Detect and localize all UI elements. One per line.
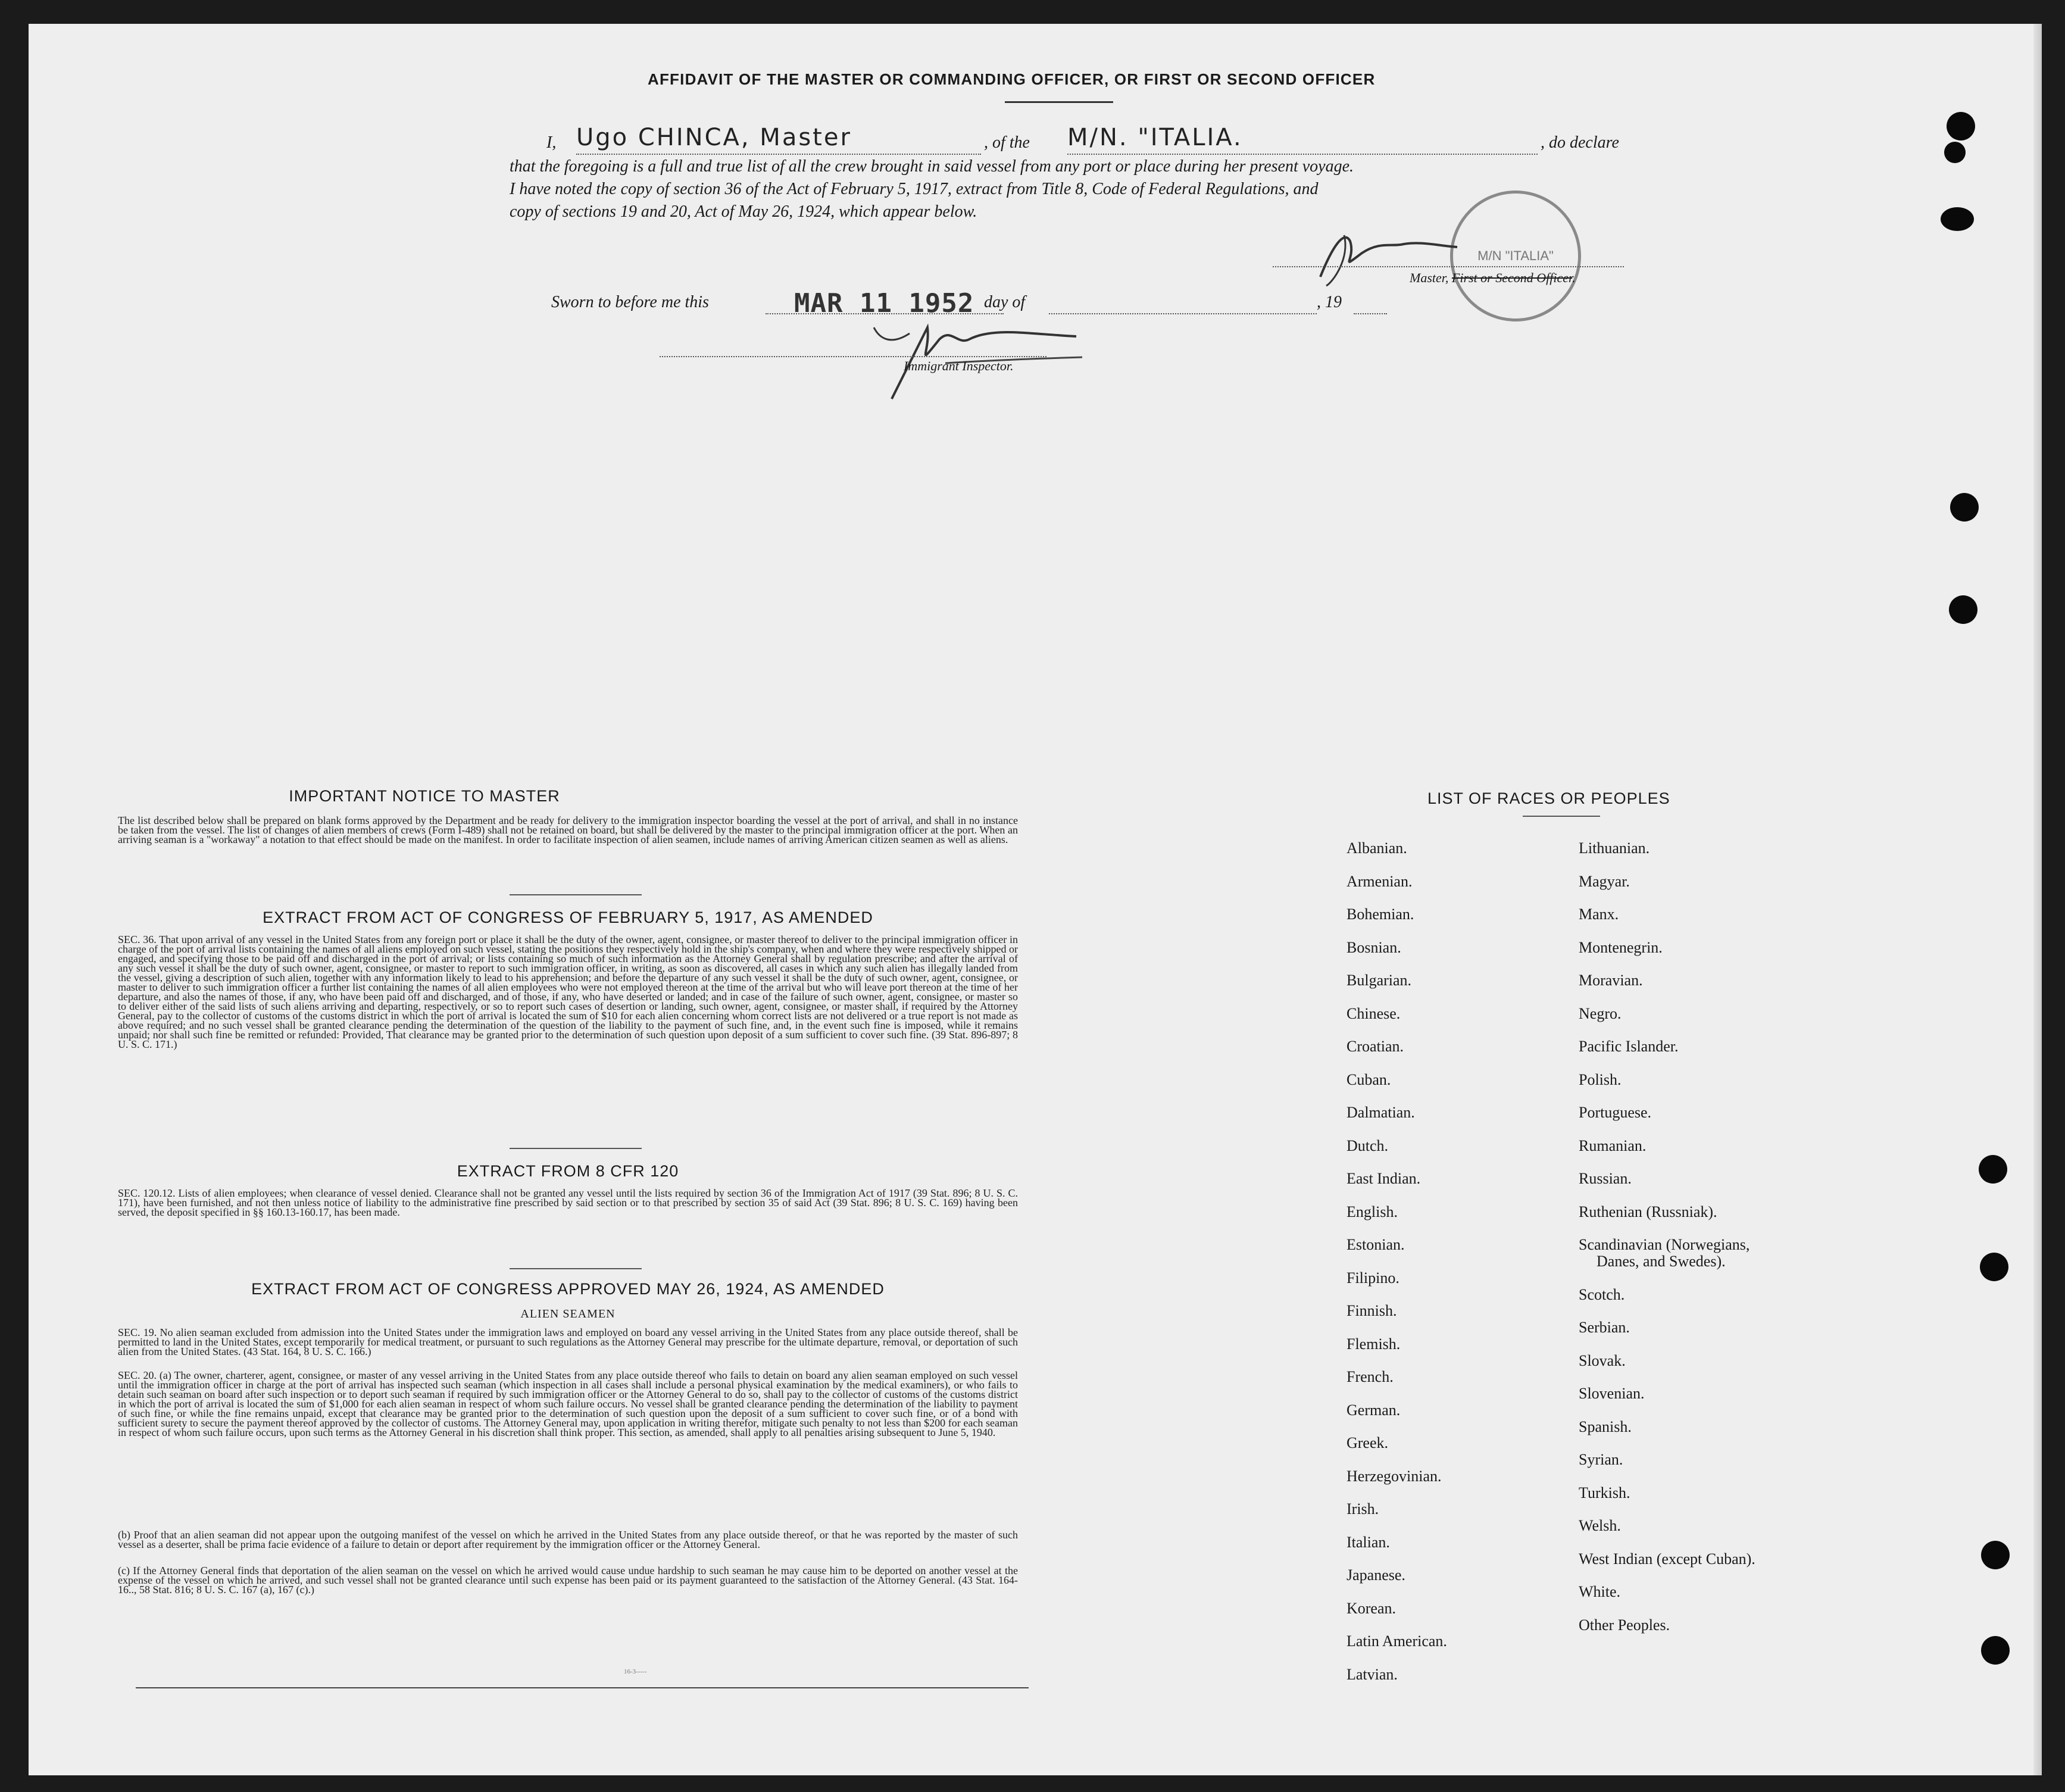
race-item: Spanish.: [1579, 1418, 1632, 1435]
race-item: Armenian.: [1347, 872, 1413, 890]
race-item: Korean.: [1347, 1599, 1397, 1617]
race-item: Dalmatian.: [1347, 1104, 1415, 1121]
form-page: [29, 24, 2042, 1775]
extract-cfr-text: SEC. 120.12. Lists of alien employees; when clearance of vessel denied. Clearance shall not be granted any vessel until the lists required by section 36 of the Immigration Act of 1917 (39 Stat. 896; 8 U. S. C. 171), have been furnished, and not then unless notice of liability to the administrative fine prescribed by said section or to that prescribed by section 35 of said Act (39 Stat. 896; 8 U. S. C. 169) having been served, the deposit specified in §§ 160.13-160.17, has been made.: [118, 1187, 1018, 1218]
races-left-column: [1347, 839, 1573, 1721]
title-divider: [1005, 101, 1113, 103]
master-caption-struck: First or Second Officer: [1451, 270, 1573, 285]
race-item: Albanian.: [1347, 839, 1407, 857]
race-item: Polish.: [1579, 1070, 1622, 1088]
affidavit-do-declare: , do declare: [1541, 133, 1619, 152]
extract-cfr-title: EXTRACT FROM 8 CFR 120: [457, 1162, 679, 1180]
race-item: Portuguese.: [1579, 1104, 1652, 1121]
binder-hole-5: [1949, 595, 1977, 624]
race-item: Russian.: [1579, 1170, 1632, 1187]
races-divider: [1523, 816, 1600, 817]
sworn-label: Sworn to before me this: [551, 293, 709, 311]
year-prefix: , 19: [1317, 293, 1342, 311]
race-item: White.: [1579, 1583, 1621, 1600]
race-item: Ruthenian (Russniak).: [1579, 1203, 1717, 1220]
race-item: Negro.: [1579, 1004, 1622, 1022]
race-item: Scotch.: [1579, 1285, 1625, 1303]
race-item: Bulgarian.: [1347, 972, 1412, 989]
race-item: Turkish.: [1579, 1484, 1630, 1501]
race-item: Lithuanian.: [1579, 839, 1650, 857]
race-item: Croatian.: [1347, 1038, 1404, 1055]
race-item: German.: [1347, 1401, 1401, 1419]
affidavit-of-the: , of the: [984, 133, 1030, 152]
race-item: Bosnian.: [1347, 938, 1401, 956]
races-right-column: [1579, 839, 1936, 1721]
divider-1: [510, 894, 642, 895]
binder-hole-6: [1979, 1155, 2007, 1184]
vessel-name-field: M/N. "ITALIA.: [1067, 124, 1538, 155]
race-item: Slovak.: [1579, 1351, 1626, 1369]
race-item: Cuban.: [1347, 1070, 1391, 1088]
inspector-signature: [826, 304, 1088, 405]
race-item: Danes, and Swedes).: [1597, 1253, 1726, 1270]
notice-title: IMPORTANT NOTICE TO MASTER: [289, 787, 560, 805]
race-item: Pacific Islander.: [1579, 1038, 1679, 1055]
race-item: Montenegrin.: [1579, 938, 1663, 956]
extract-1924-sec20c: (c) If the Attorney General finds that deportation of the alien seaman on the vessel on which he arrived would cause undue hardship to such seaman he may cause him to be deported on another vessel at the expense of the vessel on which he arrived, and such vessel shall not be granted clearance until such expense has been paid or its payment guaranteed to the satisfaction of the Attorney General. (43 Stat. 164-16.., 58 Stat. 816; 8 U. S. C. 167 (a), 167 (c).): [118, 1565, 1018, 1596]
race-item: English.: [1347, 1203, 1398, 1220]
notice-text: The list described below shall be prepared on blank forms approved by the Department and be ready for delivery to the immigration inspector boarding the vessel at the port of arrival, and shall in no instance be taken from the vessel. The list of changes of alien members of crews (Form I-489) shall not be retained on board, but shall be delivered by the master to the principal immigration officer at the port. When an arriving seaman is a "workaway" a notation to that effect should be made on the manifest. In order to facilitate inspection of alien seamen, include names of arriving American citizen seamen as well as aliens.: [118, 814, 1018, 845]
races-title: LIST OF RACES OR PEOPLES: [1427, 789, 1670, 807]
race-item: West Indian (except Cuban).: [1579, 1550, 1755, 1568]
race-item: Estonian.: [1347, 1236, 1405, 1253]
extract-1917-title: EXTRACT FROM ACT OF CONGRESS OF FEBRUARY 5, 1917, AS AMENDED: [263, 909, 873, 926]
race-item: Greek.: [1347, 1434, 1389, 1451]
affidavit-line-4: copy of sections 19 and 20, Act of May 26, 1924, which appear below.: [510, 202, 977, 221]
ship-seal-stamp: [1450, 191, 1581, 321]
form-code: 16-3-----: [624, 1668, 647, 1675]
race-item: Other Peoples.: [1579, 1616, 1670, 1634]
extract-1924-title: EXTRACT FROM ACT OF CONGRESS APPROVED MAY 26, 1924, AS AMENDED: [251, 1280, 885, 1298]
binder-hole-4: [1950, 493, 1979, 522]
race-item: Italian.: [1347, 1533, 1390, 1551]
binder-hole-8: [1981, 1541, 2010, 1569]
race-item: Magyar.: [1579, 872, 1630, 890]
seal-text: M/N "ITALIA": [1477, 248, 1554, 263]
master-caption-suffix: .: [1572, 270, 1576, 285]
race-item: Latvian.: [1347, 1665, 1398, 1683]
divider-2: [510, 1148, 642, 1149]
binder-hole-3: [1941, 207, 1974, 231]
bottom-rule: [136, 1687, 1029, 1688]
binder-hole-1: [1947, 112, 1975, 141]
race-item: French.: [1347, 1368, 1394, 1385]
date-stamp: MAR 11 1952: [794, 288, 974, 319]
extract-1924-subtitle: ALIEN SEAMEN: [520, 1307, 616, 1320]
master-name-field: Ugo CHINCA, Master: [576, 124, 981, 155]
race-item: Slovenian.: [1579, 1385, 1645, 1402]
day-of-label: day of: [984, 293, 1026, 311]
race-item: Chinese.: [1347, 1004, 1401, 1022]
race-item: Rumanian.: [1579, 1137, 1647, 1154]
race-item: Scandinavian (Norwegians,: [1579, 1236, 1750, 1253]
master-signature-line: [1273, 265, 1624, 267]
race-item: Dutch.: [1347, 1137, 1389, 1154]
extract-1924-sec19: SEC. 19. No alien seaman excluded from admission into the United States under the immigration laws and employed on board any vessel arriving in the United States from any place outside thereof, shall be permitted to land in the United States, except temporarily for medical treatment, or pursuant to such regulations as the Attorney General may prescribe for the ultimate departure, removal, or deportation of such alien from the United States. (43 Stat. 164, 8 U. S. C. 166.): [118, 1326, 1018, 1357]
year-field: [1354, 299, 1387, 314]
race-item: Latin American.: [1347, 1632, 1447, 1650]
race-item: East Indian.: [1347, 1170, 1421, 1187]
inspector-caption: Immigrant Inspector.: [904, 358, 1014, 373]
affidavit-i-prefix: I,: [546, 133, 557, 152]
extract-1924-sec20a: SEC. 20. (a) The owner, charterer, agent, consignee, or master of any vessel arriving in the United States from any place outside thereof who fails to detain on board any alien seaman employed on such vessel until the immigration officer in charge at the port of arrival has inspected such seaman (which inspection in all cases shall include a personal physical examination by the medical examiners), or who fails to detain such seaman on board after such inspection or to deport such seaman if required by such immigration officer or the Attorney General to do so, shall pay to the collector of customs of the customs district in which the port of arrival is located the sum of $1,000 for each alien seaman in respect of whom such failure occurs. No vessel shall be granted clearance pending the determination of the liability to payment of such fine, or while the fine remains unpaid, except that clearance may be granted prior to the determination of such question upon the deposit of a sum sufficient to cover such fine, or of a bond with sufficient surety to secure the payment thereof approved by the collector of customs. The Attorney General may, upon application in writing therefor, mitigate such penalty to not less than $200 for each seaman in respect of whom such failure occurs, upon such terms as the Attorney General in his discretion shall think proper. This section, as amended, shall apply to all penalties arising subsequent to June 5, 1940.: [118, 1369, 1018, 1438]
divider-3: [510, 1268, 642, 1269]
race-item: Filipino.: [1347, 1269, 1399, 1287]
affidavit-line-2: that the foregoing is a full and true list of all the crew brought in said vessel from any port or place during her present voyage.: [510, 157, 1354, 176]
inspector-signature-line: [660, 355, 1046, 357]
race-item: Bohemian.: [1347, 906, 1414, 923]
master-caption-prefix: Master,: [1410, 270, 1449, 285]
race-item: Herzegovinian.: [1347, 1467, 1442, 1485]
race-item: Finnish.: [1347, 1302, 1397, 1319]
race-item: Serbian.: [1579, 1319, 1630, 1336]
race-item: Moravian.: [1579, 972, 1643, 989]
binder-hole-2: [1944, 142, 1966, 163]
page-edge: [2033, 24, 2042, 1775]
master-caption: [1410, 270, 1576, 286]
race-item: Syrian.: [1579, 1451, 1623, 1468]
race-item: Manx.: [1579, 906, 1619, 923]
month-field: [1049, 299, 1317, 314]
extract-1924-sec20b: (b) Proof that an alien seaman did not appear upon the outgoing manifest of the vessel on which he arrived in the United States from any place outside thereof, or that he was reported by the master of such vessel as a deserter, shall be prima facie evidence of a failure to detain or deport after requirement by the immigration officer or the Attorney General.: [118, 1529, 1018, 1550]
race-item: Welsh.: [1579, 1517, 1621, 1534]
affidavit-line-3: I have noted the copy of section 36 of the Act of February 5, 1917, extract from Title 8, Code of Federal Regulations, and: [510, 180, 1319, 198]
binder-hole-9: [1981, 1636, 2010, 1665]
race-item: Japanese.: [1347, 1566, 1405, 1584]
extract-1917-text: SEC. 36. That upon arrival of any vessel in the United States from any foreign port or place it shall be the duty of the owner, agent, consignee, or master thereof to deliver to the principal immigration officer in charge of the port of arrival lists containing the names of all aliens employed on such vessel, stating the positions they respectively hold in the ship's company, when and where they were respectively shipped or engaged, and specifying those to be paid off and discharged in the port of arrival; or lists containing so much of such information as the Attorney General shall by regulation prescribe; and after the arrival of any such vessel it shall be the duty of such owner, agent, consignee, or master to report to such immigration officer, in writing, as soon as discovered, all cases in which any such alien has illegally landed from the vessel, giving a description of such alien, together with any information likely to lead to his apprehension; and before the departure of any such vessel it shall be the duty of such owner, agent, consignee, or master to deliver to such immigration officer a further list containing the names of all alien employees who were not employed thereon at the time of the arrival but who will leave port thereon at the time of her departure, and also the names of those, if any, who have been paid off and discharged, and of those, if any, who have deserted or landed; and in case of the failure of such owner, agent, consignee, or master so to deliver either of the said lists of such aliens arriving and departing, respectively, or so to report such cases of desertion or landing, such owner, agent, consignee, or master shall, if required by the Attorney General, pay to the collector of customs of the customs district in which the port of arrival is located the sum of $10 for each alien concerning whom correct lists are not delivered or a true report is not made as above required; and no such vessel shall be granted clearance pending the determination of the question of the liability to the payment of such fine, and, in the event such fine is imposed, while it remains unpaid; nor shall such fine be remitted or refunded: Provided, That clearance may be granted prior to the determination of such question upon deposit of a sum sufficient to cover such fine. (39 Stat. 896-897; 8 U. S. C. 171.): [118, 934, 1018, 1050]
binder-hole-7: [1980, 1253, 2008, 1281]
race-item: Flemish.: [1347, 1335, 1401, 1353]
affidavit-title: AFFIDAVIT OF THE MASTER OR COMMANDING OFFICER, OR FIRST OR SECOND OFFICER: [648, 70, 1376, 88]
race-item: Irish.: [1347, 1500, 1379, 1518]
